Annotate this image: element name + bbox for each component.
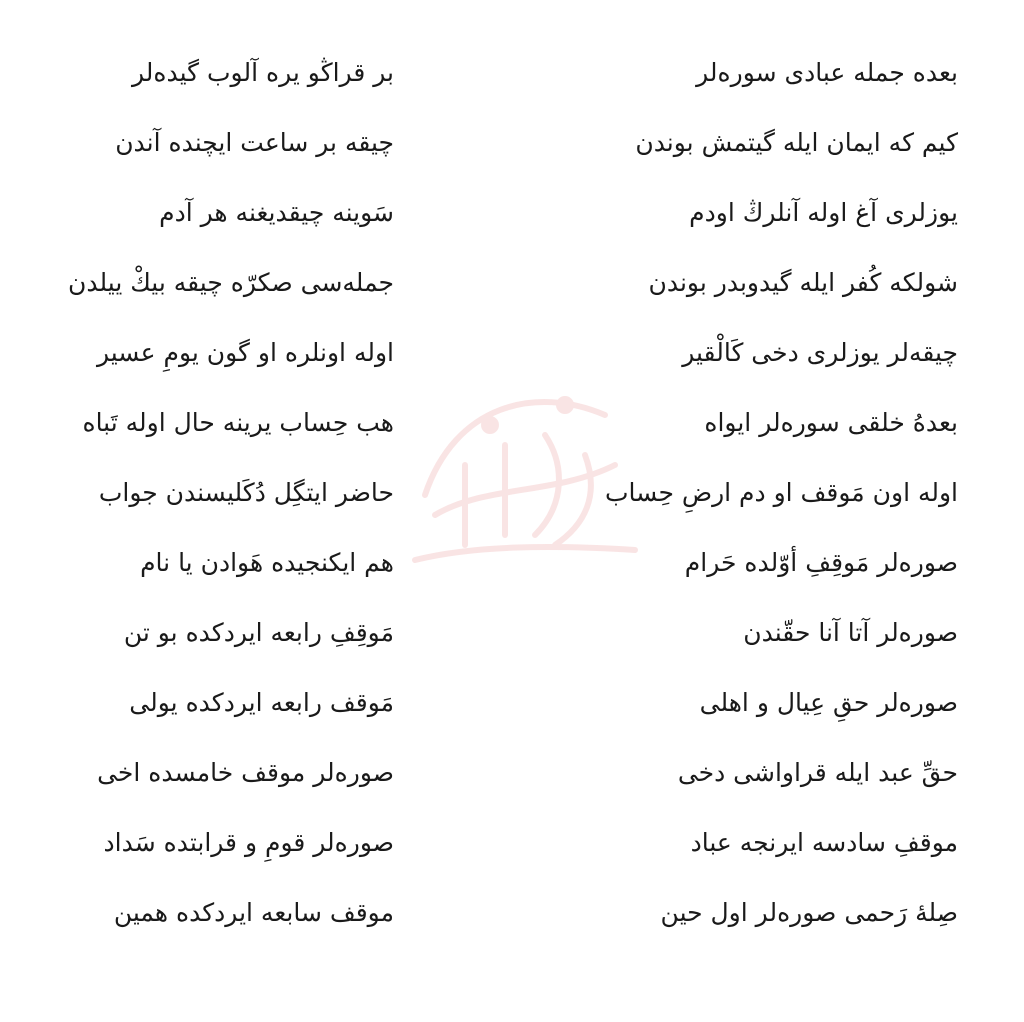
hemistich-left: سَوینه چیقدیغنه هر آدم xyxy=(159,198,394,227)
hemistich-left: هب حِساب یرینه حال اوله تَباه xyxy=(82,408,394,437)
hemistich-left: هم ایکنجیده هَوادن یا نام xyxy=(140,548,394,577)
hemistich-left: صوره‌لر موقف خامسده اخی xyxy=(97,758,394,787)
hemistich-left: اوله اونلره او گون یومِ عسیر xyxy=(96,338,394,367)
hemistich-right: شولکه کُفر ایله گیدوبدر بوندن xyxy=(648,268,958,297)
hemistich-right: چیقه‌لر یوزلری دخی کَالْقیر xyxy=(682,338,958,367)
hemistich-left: صوره‌لر قومِ و قرابتده سَداد xyxy=(103,828,394,857)
hemistich-left: موقف سابعه ایردکده همین xyxy=(113,898,394,927)
hemistich-right: صوره‌لر آتا آنا حقّندن xyxy=(743,618,958,647)
hemistich-right: صوره‌لر حقِ عِیال و اهلی xyxy=(699,688,958,717)
hemistich-right: بعدهُ خلقی سوره‌لر ایواه xyxy=(704,408,958,437)
couplet-row xyxy=(0,388,1024,458)
hemistich-left: مَوقِفِ رابعه ایردکده بو تن xyxy=(123,618,394,647)
hemistich-right: اوله اون مَوقف او دم ارضِ حِساب xyxy=(604,478,958,507)
couplet-row xyxy=(0,108,1024,178)
couplet-row xyxy=(0,248,1024,318)
hemistich-right: بعده جمله عبادی سوره‌لر xyxy=(696,58,958,87)
poem-body xyxy=(0,38,1024,978)
hemistich-right: صِلهٔ رَحمی صوره‌لر اول حین xyxy=(660,898,958,927)
hemistich-right: صوره‌لر مَوقِفِ أوّلده حَرام xyxy=(684,548,958,577)
couplet-row xyxy=(0,598,1024,668)
hemistich-right: کیم که ایمان ایله گیتمش بوندن xyxy=(635,128,958,157)
hemistich-left: بر قراڭو یره آلوب گیده‌لر xyxy=(132,58,394,87)
couplet-row xyxy=(0,668,1024,738)
hemistich-right: حقِّ عبد ایله قراواشی دخی xyxy=(677,758,958,787)
hemistich-left: مَوقف رابعه ایردکده یولی xyxy=(129,688,394,717)
couplet-row xyxy=(0,458,1024,528)
couplet-row xyxy=(0,178,1024,248)
couplet-row xyxy=(0,738,1024,808)
hemistich-right: یوزلری آغ اوله آنلرڭ اودم xyxy=(689,198,958,227)
couplet-row xyxy=(0,528,1024,598)
hemistich-right: موقفِ سادسه ایرنجه عباد xyxy=(690,828,958,857)
hemistich-left: حاضر ایتگِل دُکَلیسندن جواب xyxy=(98,478,394,507)
couplet-row xyxy=(0,38,1024,108)
couplet-row xyxy=(0,878,1024,948)
couplet-row xyxy=(0,808,1024,878)
couplet-row xyxy=(0,318,1024,388)
hemistich-left: چیقه بر ساعت ایچنده آندن xyxy=(115,128,394,157)
hemistich-left: جمله‌سی صکرّه چیقه بیكْ ییلدن xyxy=(68,268,394,297)
